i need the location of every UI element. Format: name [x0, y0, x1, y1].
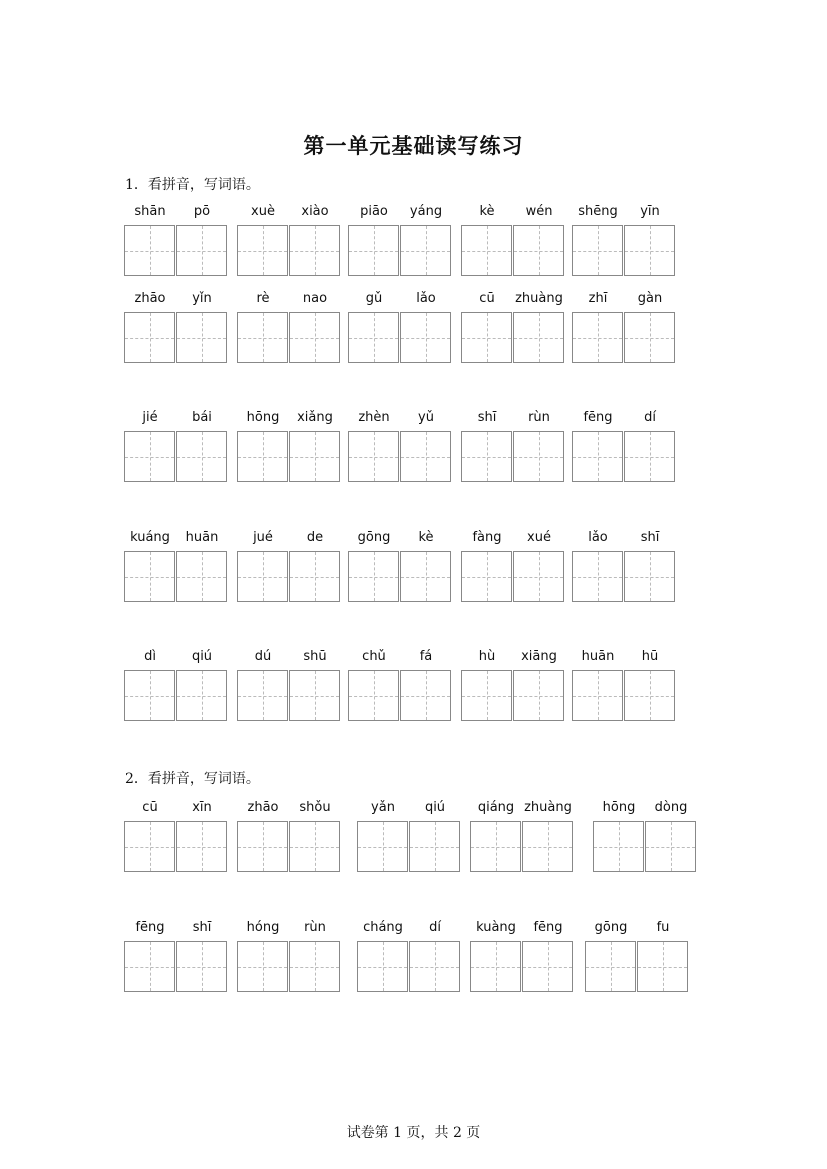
pinyin-label: zhāo	[134, 291, 166, 306]
tianzige-writing-box[interactable]	[470, 941, 521, 992]
tianzige-writing-box[interactable]	[513, 431, 564, 482]
pinyin-label: hù	[478, 649, 496, 664]
pinyin-label: zhuàng	[515, 291, 563, 306]
pinyin-label: qiáng	[477, 800, 515, 815]
tianzige-writing-box[interactable]	[289, 941, 340, 992]
tianzige-writing-box[interactable]	[237, 670, 288, 721]
pinyin-label: fēng	[533, 920, 563, 935]
pinyin-label: cháng	[363, 920, 403, 935]
tianzige-writing-box[interactable]	[289, 551, 340, 602]
tianzige-writing-box[interactable]	[572, 225, 623, 276]
pinyin-label: de	[306, 530, 324, 545]
pinyin-label: jué	[253, 530, 273, 545]
tianzige-writing-box[interactable]	[124, 551, 175, 602]
tianzige-writing-box[interactable]	[237, 941, 288, 992]
tianzige-writing-box[interactable]	[237, 821, 288, 872]
tianzige-writing-box[interactable]	[237, 312, 288, 363]
tianzige-writing-box[interactable]	[624, 670, 675, 721]
tianzige-writing-box[interactable]	[624, 312, 675, 363]
question-1-heading: 1．看拼音，写词语。	[125, 177, 260, 193]
pinyin-label: shēng	[578, 204, 618, 219]
tianzige-writing-box[interactable]	[461, 431, 512, 482]
pinyin-label: kuàng	[476, 920, 516, 935]
pinyin-label: gàn	[637, 291, 663, 306]
pinyin-label: rùn	[304, 920, 326, 935]
tianzige-writing-box[interactable]	[461, 225, 512, 276]
pinyin-label: yáng	[409, 204, 443, 219]
pinyin-label: shān	[134, 204, 166, 219]
tianzige-writing-box[interactable]	[645, 821, 696, 872]
pinyin-label: xīn	[192, 800, 212, 815]
pinyin-label: fēng	[583, 410, 613, 425]
tianzige-writing-box[interactable]	[176, 941, 227, 992]
tianzige-writing-box[interactable]	[348, 431, 399, 482]
pinyin-label: bái	[192, 410, 212, 425]
tianzige-writing-box[interactable]	[461, 670, 512, 721]
question-2-heading: 2．看拼音，写词语。	[125, 771, 260, 787]
pinyin-label: dú	[254, 649, 272, 664]
pinyin-label: rùn	[528, 410, 550, 425]
tianzige-writing-box[interactable]	[124, 225, 175, 276]
pinyin-label: wén	[525, 204, 553, 219]
word-row	[0, 649, 827, 729]
pinyin-label: shī	[192, 920, 212, 935]
pinyin-label: xiāng	[521, 649, 557, 664]
tianzige-writing-box[interactable]	[176, 551, 227, 602]
pinyin-label: fu	[656, 920, 670, 935]
pinyin-label: xiǎng	[297, 410, 333, 425]
tianzige-writing-box[interactable]	[513, 551, 564, 602]
pinyin-label: qiú	[191, 649, 213, 664]
pinyin-label: chǔ	[362, 649, 386, 664]
pinyin-label: shī	[640, 530, 660, 545]
tianzige-writing-box[interactable]	[348, 670, 399, 721]
tianzige-writing-box[interactable]	[572, 312, 623, 363]
pinyin-label: kè	[418, 530, 434, 545]
page-title: 第一单元基础读写练习	[303, 133, 524, 158]
pinyin-label: yǔ	[418, 410, 434, 425]
tianzige-writing-box[interactable]	[409, 941, 460, 992]
tianzige-writing-box[interactable]	[513, 312, 564, 363]
pinyin-label: rè	[256, 291, 270, 306]
page-footer: 试卷第 1 页，共 2 页	[346, 1125, 481, 1141]
tianzige-writing-box[interactable]	[289, 431, 340, 482]
tianzige-writing-box[interactable]	[176, 670, 227, 721]
pinyin-label: hōng	[602, 800, 636, 815]
tianzige-writing-box[interactable]	[400, 551, 451, 602]
pinyin-label: dí	[429, 920, 441, 935]
pinyin-label: lǎo	[416, 291, 436, 306]
tianzige-writing-box[interactable]	[409, 821, 460, 872]
pinyin-label: dòng	[654, 800, 688, 815]
pinyin-label: gǔ	[365, 291, 383, 306]
tianzige-writing-box[interactable]	[400, 670, 451, 721]
tianzige-writing-box[interactable]	[124, 312, 175, 363]
pinyin-label: gōng	[357, 530, 391, 545]
tianzige-writing-box[interactable]	[348, 312, 399, 363]
tianzige-writing-box[interactable]	[289, 821, 340, 872]
tianzige-writing-box[interactable]	[176, 431, 227, 482]
pinyin-label: jié	[142, 410, 158, 425]
tianzige-writing-box[interactable]	[400, 312, 451, 363]
tianzige-writing-box[interactable]	[124, 431, 175, 482]
pinyin-label: piāo	[360, 204, 388, 219]
pinyin-label: hóng	[246, 920, 280, 935]
tianzige-writing-box[interactable]	[400, 431, 451, 482]
tianzige-writing-box[interactable]	[176, 225, 227, 276]
tianzige-writing-box[interactable]	[124, 821, 175, 872]
pinyin-label: fàng	[472, 530, 502, 545]
tianzige-writing-box[interactable]	[176, 821, 227, 872]
pinyin-label: kè	[479, 204, 495, 219]
word-row	[0, 800, 827, 880]
tianzige-writing-box[interactable]	[522, 821, 573, 872]
tianzige-writing-box[interactable]	[513, 670, 564, 721]
pinyin-label: cū	[142, 800, 158, 815]
tianzige-writing-box[interactable]	[357, 941, 408, 992]
tianzige-writing-box[interactable]	[522, 941, 573, 992]
pinyin-label: xiào	[301, 204, 329, 219]
tianzige-writing-box[interactable]	[289, 225, 340, 276]
pinyin-label: yīn	[640, 204, 660, 219]
tianzige-writing-box[interactable]	[289, 312, 340, 363]
pinyin-label: yǐn	[192, 291, 212, 306]
tianzige-writing-box[interactable]	[513, 225, 564, 276]
tianzige-writing-box[interactable]	[400, 225, 451, 276]
pinyin-label: zhāo	[247, 800, 279, 815]
pinyin-label: pō	[193, 204, 211, 219]
tianzige-writing-box[interactable]	[585, 941, 636, 992]
tianzige-writing-box[interactable]	[357, 821, 408, 872]
pinyin-label: zhuàng	[524, 800, 572, 815]
word-row	[0, 410, 827, 490]
tianzige-writing-box[interactable]	[637, 941, 688, 992]
word-row	[0, 204, 827, 284]
word-row	[0, 920, 827, 1000]
pinyin-label: xué	[527, 530, 551, 545]
pinyin-label: huān	[185, 530, 219, 545]
pinyin-label: gōng	[594, 920, 628, 935]
word-row	[0, 291, 827, 371]
pinyin-label: kuáng	[130, 530, 170, 545]
pinyin-label: lǎo	[588, 530, 608, 545]
pinyin-label: fēng	[135, 920, 165, 935]
word-row	[0, 530, 827, 610]
tianzige-writing-box[interactable]	[624, 551, 675, 602]
pinyin-label: shū	[303, 649, 327, 664]
pinyin-label: zhèn	[358, 410, 390, 425]
pinyin-label: fá	[419, 649, 433, 664]
pinyin-label: cū	[479, 291, 495, 306]
tianzige-writing-box[interactable]	[176, 312, 227, 363]
tianzige-writing-box[interactable]	[348, 551, 399, 602]
pinyin-label: huān	[581, 649, 615, 664]
tianzige-writing-box[interactable]	[124, 941, 175, 992]
pinyin-label: qiú	[424, 800, 446, 815]
tianzige-writing-box[interactable]	[572, 670, 623, 721]
pinyin-label: zhī	[588, 291, 608, 306]
tianzige-writing-box[interactable]	[289, 670, 340, 721]
pinyin-label: hū	[641, 649, 659, 664]
tianzige-writing-box[interactable]	[237, 551, 288, 602]
pinyin-label: yǎn	[371, 800, 395, 815]
tianzige-writing-box[interactable]	[572, 431, 623, 482]
tianzige-writing-box[interactable]	[593, 821, 644, 872]
tianzige-writing-box[interactable]	[470, 821, 521, 872]
tianzige-writing-box[interactable]	[348, 225, 399, 276]
tianzige-writing-box[interactable]	[572, 551, 623, 602]
tianzige-writing-box[interactable]	[124, 670, 175, 721]
tianzige-writing-box[interactable]	[461, 551, 512, 602]
pinyin-label: hōng	[246, 410, 280, 425]
pinyin-label: xuè	[251, 204, 275, 219]
tianzige-writing-box[interactable]	[624, 431, 675, 482]
tianzige-writing-box[interactable]	[461, 312, 512, 363]
pinyin-label: nao	[302, 291, 328, 306]
tianzige-writing-box[interactable]	[237, 225, 288, 276]
pinyin-label: shǒu	[299, 800, 331, 815]
tianzige-writing-box[interactable]	[624, 225, 675, 276]
tianzige-writing-box[interactable]	[237, 431, 288, 482]
pinyin-label: shī	[477, 410, 497, 425]
pinyin-label: dì	[144, 649, 156, 664]
pinyin-label: dí	[644, 410, 656, 425]
